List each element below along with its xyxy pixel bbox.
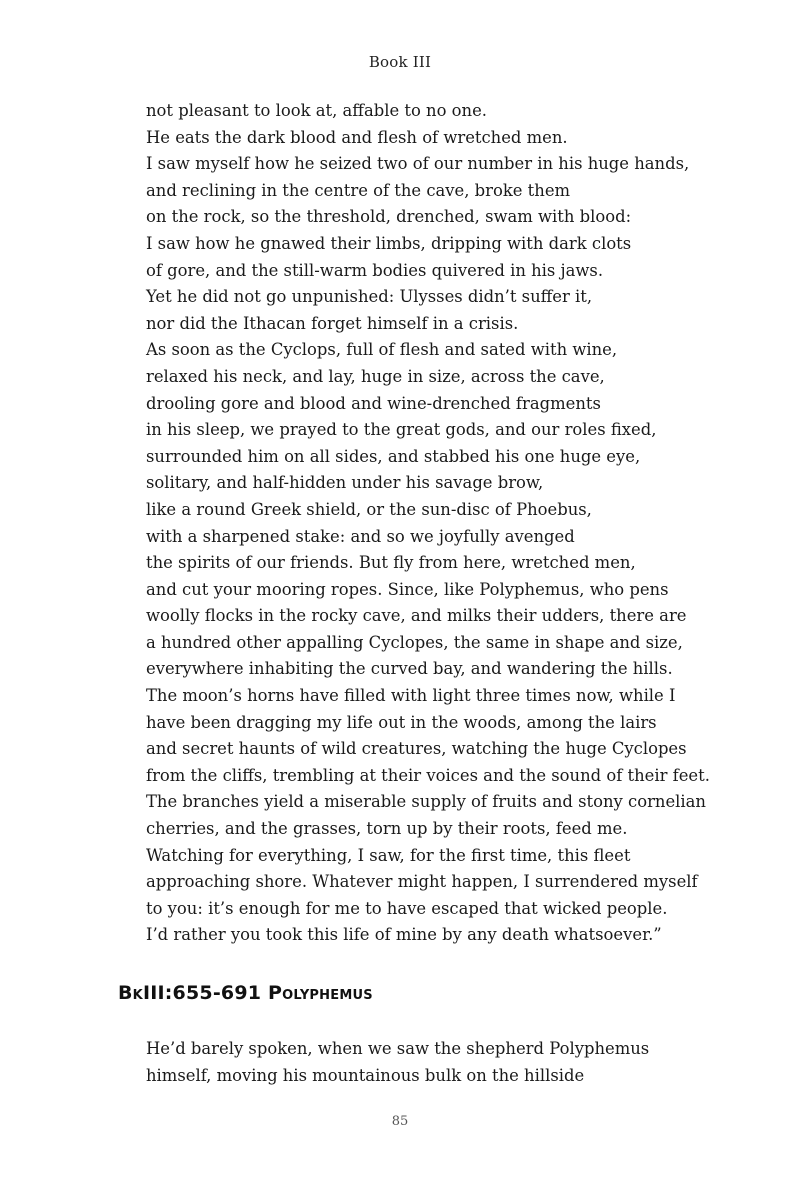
verse-line: like a round Greek shield, or the sun-disc of Phoebus,: [146, 499, 592, 519]
verse-line: nor did the Ithacan forget himself in a crisis.: [146, 313, 519, 333]
verse-line: of gore, and the still-warm bodies quivered in his jaws.: [146, 260, 604, 280]
verse-line: surrounded him on all sides, and stabbed his one huge eye,: [146, 446, 641, 466]
verse-line: I’d rather you took this life of mine by any death whatsoever.”: [146, 925, 662, 945]
verse-line: He eats the dark blood and flesh of wretched men.: [146, 127, 568, 147]
verse-line: Watching for everything, I saw, for the first time, this fleet: [146, 845, 631, 865]
section-heading: BkIII:655-691 Polyphemus: [118, 982, 373, 1004]
verse-line: I saw how he gnawed their limbs, dripping with dark clots: [146, 233, 632, 253]
verse-line: Yet he did not go unpunished: Ulysses didn’t suffer it,: [146, 287, 593, 307]
verse-line: drooling gore and blood and wine-drenched fragments: [146, 393, 601, 413]
verse-line: to you: it’s enough for me to have escaped that wicked people.: [146, 898, 668, 918]
verse-line: approaching shore. Whatever might happen, I surrendered myself: [146, 872, 698, 892]
verse-line: cherries, and the grasses, torn up by their roots, feed me.: [146, 819, 628, 839]
verse-line: have been dragging my life out in the woods, among the lairs: [146, 712, 657, 732]
verse-line: and secret haunts of wild creatures, watching the huge Cyclopes: [146, 739, 687, 759]
verse-block: [146, 98, 766, 949]
verse-line: The moon’s horns have filled with light three times now, while I: [146, 686, 676, 706]
verse-line: woolly flocks in the rocky cave, and milks their udders, there are: [146, 606, 687, 626]
verse-line: himself, moving his mountainous bulk on the hillside: [146, 1065, 585, 1085]
section-verse-block: [146, 1036, 766, 1089]
verse-line: on the rock, so the threshold, drenched, swam with blood:: [146, 207, 632, 227]
verse-line: a hundred other appalling Cyclopes, the same in shape and size,: [146, 632, 683, 652]
verse-line: from the cliffs, trembling at their voices and the sound of their feet.: [146, 765, 710, 785]
verse-line: The branches yield a miserable supply of fruits and stony cornelian: [146, 792, 706, 812]
verse-line: I saw myself how he seized two of our number in his huge hands,: [146, 154, 690, 174]
verse-line: everywhere inhabiting the curved bay, and wandering the hills.: [146, 659, 673, 679]
verse-line: the spirits of our friends. But fly from here, wretched men,: [146, 553, 636, 573]
verse-line: As soon as the Cyclops, full of flesh and sated with wine,: [146, 340, 618, 360]
verse-line: and cut your mooring ropes. Since, like Polyphemus, who pens: [146, 579, 669, 599]
verse-line: in his sleep, we prayed to the great gods, and our roles fixed,: [146, 420, 657, 440]
verse-line: solitary, and half-hidden under his savage brow,: [146, 473, 544, 493]
verse-line: not pleasant to look at, affable to no one.: [146, 101, 487, 120]
verse-line: He’d barely spoken, when we saw the shepherd Polyphemus: [146, 1039, 650, 1058]
verse-line: with a sharpened stake: and so we joyfully avenged: [146, 526, 575, 546]
page-number: 85: [391, 1114, 409, 1129]
verse-line: relaxed his neck, and lay, huge in size, across the cave,: [146, 366, 605, 386]
verse-line: and reclining in the centre of the cave, broke them: [146, 180, 571, 200]
running-head: Book III: [368, 53, 432, 71]
